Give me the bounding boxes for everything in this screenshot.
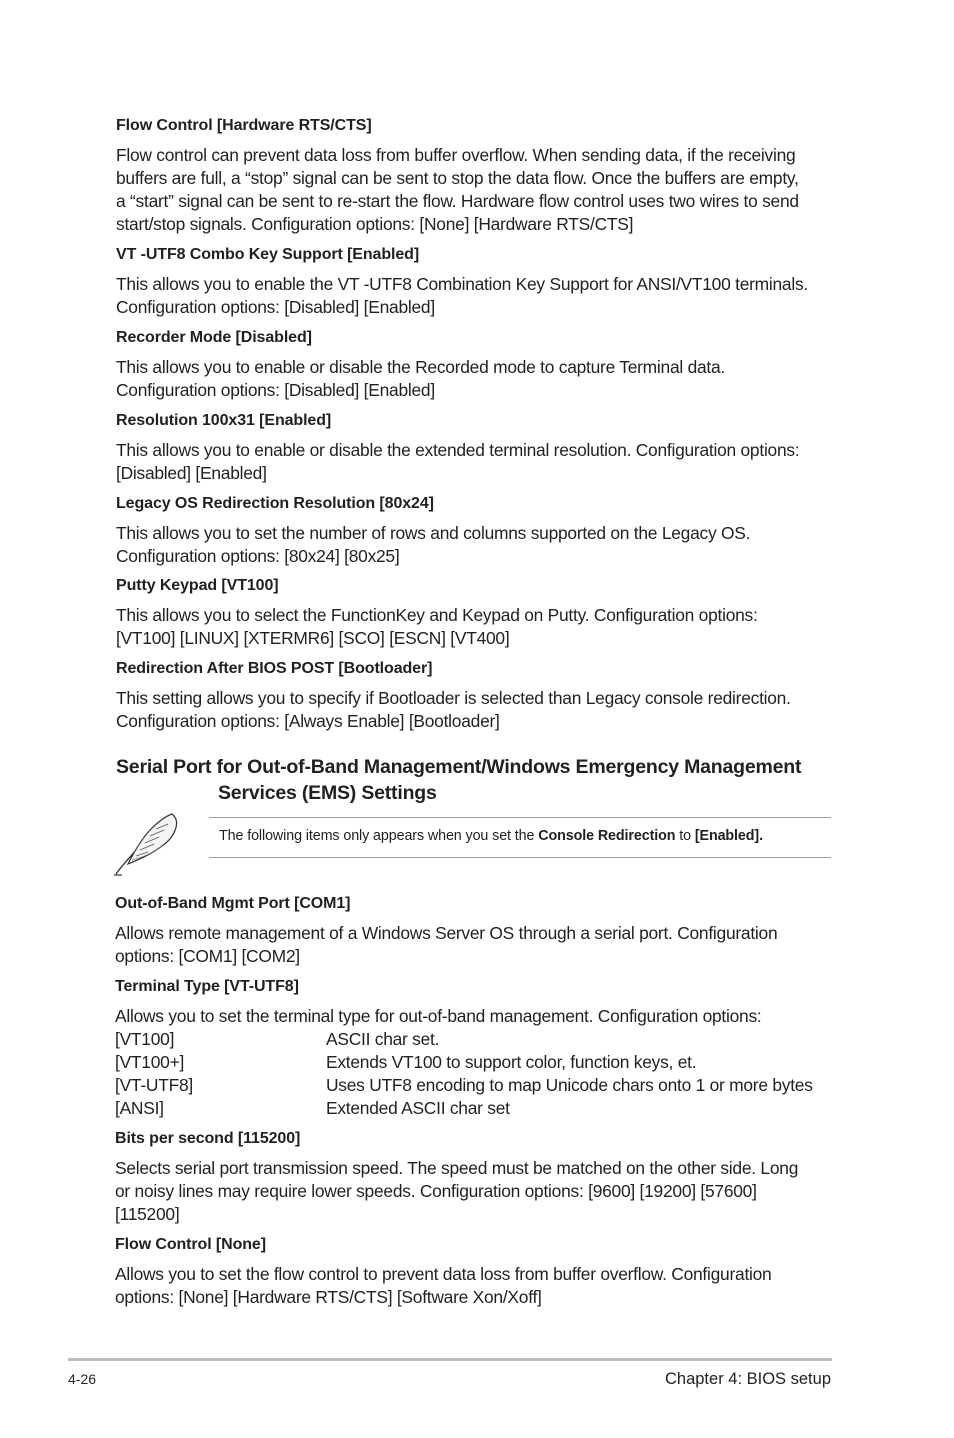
- setting-bits-per-second: [115, 1127, 833, 1226]
- setting-title: Out-of-Band Mgmt Port [COM1]: [115, 895, 351, 912]
- setting-flow-control-hw: [116, 114, 832, 236]
- setting-description: [116, 144, 832, 236]
- setting-description: [115, 922, 833, 968]
- description-line: Configuration options: [Disabled] [Enabled]: [116, 297, 435, 317]
- terminal-options-table: [115, 1028, 833, 1120]
- option-desc: Extended ASCII char set: [326, 1098, 510, 1118]
- option-key: [ANSI]: [115, 1098, 164, 1118]
- option-key: [VT-UTF8]: [115, 1075, 193, 1095]
- description-line: options: [None] [Hardware RTS/CTS] [Software Xon/Xoff]: [115, 1287, 542, 1307]
- description-line: [Disabled] [Enabled]: [116, 463, 267, 483]
- description-line: This allows you to enable the VT -UTF8 Combination Key Support for ANSI/VT100 terminals.: [116, 274, 808, 294]
- description-line: Allows you to set the flow control to prevent data loss from buffer overflow. Configuration: [115, 1264, 772, 1284]
- note-prefix: The following items only appears when you set the: [219, 828, 539, 844]
- setting-description: [115, 1005, 833, 1028]
- description-line: [115200]: [115, 1204, 180, 1224]
- feather-pen-icon: [112, 808, 184, 878]
- setting-terminal-type: [115, 975, 833, 1120]
- option-row: [115, 1051, 833, 1074]
- setting-description: [116, 273, 832, 319]
- setting-title: Flow Control [None]: [115, 1236, 266, 1253]
- setting-description: [116, 687, 832, 733]
- description-line: Configuration options: [Always Enable] [Bootloader]: [116, 711, 500, 731]
- setting-title: Legacy OS Redirection Resolution [80x24]: [116, 495, 434, 512]
- description-line: start/stop signals. Configuration options: [None] [Hardware RTS/CTS]: [116, 214, 634, 234]
- setting-title: VT -UTF8 Combo Key Support [Enabled]: [116, 246, 420, 263]
- description-line: Selects serial port transmission speed. The speed must be matched on the other side. Long: [115, 1158, 799, 1178]
- setting-title: Redirection After BIOS POST [Bootloader]: [116, 660, 433, 677]
- description-line: This allows you to set the number of rows and columns supported on the Legacy OS.: [116, 523, 751, 543]
- setting-putty-keypad: [116, 574, 832, 650]
- description-line: This allows you to select the FunctionKey and Keypad on Putty. Configuration options:: [116, 605, 758, 625]
- note-top-rule: [209, 817, 831, 818]
- description-line: [VT100] [LINUX] [XTERMR6] [SCO] [ESCN] [VT400]: [116, 628, 510, 648]
- description-line: Configuration options: [80x24] [80x25]: [116, 546, 400, 566]
- setting-description: [116, 356, 832, 402]
- option-desc: Extends VT100 to support color, function keys, et.: [326, 1052, 697, 1072]
- option-desc: Uses UTF8 encoding to map Unicode chars onto 1 or more bytes: [326, 1075, 813, 1095]
- setting-title: Putty Keypad [VT100]: [116, 577, 279, 594]
- option-key: [VT100+]: [115, 1052, 185, 1072]
- setting-description: [116, 522, 832, 568]
- setting-description: [115, 1157, 833, 1226]
- description-line: or noisy lines may require lower speeds. Configuration options: [9600] [19200] [57600]: [115, 1181, 757, 1201]
- setting-flow-control-none: [115, 1233, 833, 1309]
- setting-description: [115, 1263, 833, 1309]
- setting-recorder-mode: [116, 326, 832, 402]
- description-line: a “start” signal can be sent to re-start the flow. Hardware flow control uses two wires to send: [116, 191, 799, 211]
- note-bold-setting: Console Redirection: [538, 828, 676, 844]
- note-bold-value: [Enabled].: [694, 828, 763, 844]
- description-line: buffers are full, a “stop” signal can be sent to stop the data flow. Once the buffers are empty,: [116, 168, 799, 188]
- note-middle: to: [675, 828, 695, 844]
- setting-title: Bits per second [115200]: [115, 1130, 301, 1147]
- setting-oob-port: [115, 892, 833, 968]
- setting-vt-utf8-combo: [116, 243, 832, 319]
- setting-legacy-os-resolution: [116, 492, 832, 568]
- option-key: [VT100]: [115, 1029, 175, 1049]
- description-line: Configuration options: [Disabled] [Enabled]: [116, 380, 435, 400]
- setting-title: Resolution 100x31 [Enabled]: [116, 412, 332, 429]
- setting-title: Terminal Type [VT-UTF8]: [115, 978, 299, 995]
- page-number: 4-26: [68, 1371, 97, 1387]
- description-line: Allows you to set the terminal type for out-of-band management. Configuration options:: [115, 1006, 762, 1026]
- option-row: [115, 1028, 833, 1051]
- description-line: This setting allows you to specify if Bootloader is selected than Legacy console redirection.: [116, 688, 791, 708]
- option-row: [115, 1074, 833, 1097]
- footer-rule: [68, 1358, 832, 1361]
- chapter-label: Chapter 4: BIOS setup: [664, 1370, 831, 1388]
- setting-title: Flow Control [Hardware RTS/CTS]: [116, 117, 372, 134]
- description-line: This allows you to enable or disable the extended terminal resolution. Configuration options:: [116, 440, 800, 460]
- setting-redirection-after-post: [116, 657, 832, 733]
- option-row: [115, 1097, 833, 1120]
- description-line: options: [COM1] [COM2]: [115, 946, 300, 966]
- section-heading: [116, 754, 856, 806]
- note-text: [219, 826, 763, 846]
- option-desc: ASCII char set.: [326, 1029, 440, 1049]
- description-line: This allows you to enable or disable the Recorded mode to capture Terminal data.: [116, 357, 725, 377]
- note-bottom-rule: [209, 857, 831, 858]
- setting-description: [116, 604, 832, 650]
- setting-description: [116, 439, 832, 485]
- setting-resolution: [116, 409, 832, 485]
- section-heading-line: Serial Port for Out-of-Band Management/Windows Emergency Management: [116, 756, 802, 778]
- description-line: Allows remote management of a Windows Server OS through a serial port. Configuration: [115, 923, 778, 943]
- section-heading-line: Services (EMS) Settings: [218, 782, 437, 804]
- description-line: Flow control can prevent data loss from buffer overflow. When sending data, if the receiving: [116, 145, 796, 165]
- setting-title: Recorder Mode [Disabled]: [116, 329, 312, 346]
